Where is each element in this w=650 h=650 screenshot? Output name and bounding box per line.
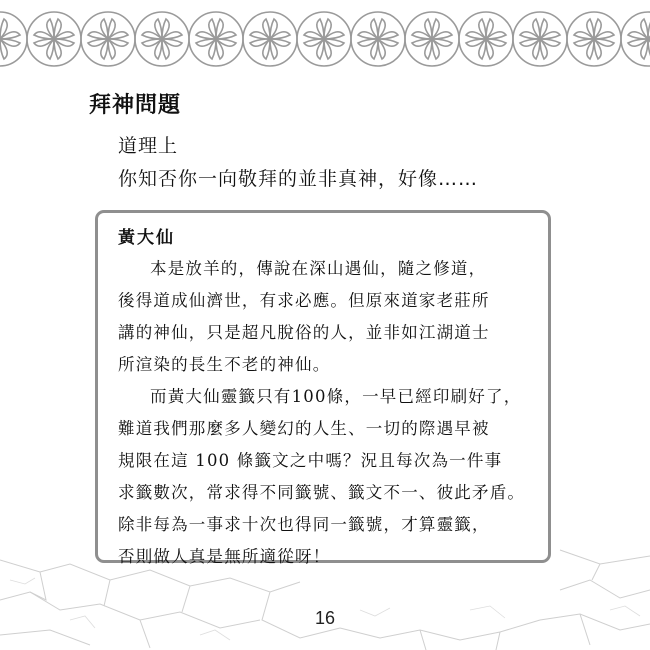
border-motif [405,12,459,66]
story-heading: 黃大仙 [118,228,175,248]
border-motif [81,12,135,66]
border-motif [189,12,243,66]
border-motif [621,12,650,66]
story-paragraph-1-line-4: 所渲染的長生不老的神仙。 [118,355,331,374]
decorative-top-border [0,0,650,78]
story-paragraph-2-line-1: 而黃大仙靈籤只有100條，一早已經印刷好了， [150,387,522,406]
border-motif [513,12,567,66]
border-motif [0,12,27,66]
border-motif [567,12,621,66]
border-motif [243,12,297,66]
border-motif [459,12,513,66]
border-motif [351,12,405,66]
story-paragraph-2-line-4: 求籤數次，常求得不同籤號、籤文不一、彼此矛盾。 [118,483,526,502]
story-paragraph-1-line-2: 後得道成仙濟世，有求必應。但原來道家老莊所 [118,291,490,310]
subtitle-line-2: 你知否你一向敬拜的並非真神，好像…… [118,168,479,190]
border-motif [135,12,189,66]
section-title: 拜神問題 [89,93,182,118]
border-motif [27,12,81,66]
story-paragraph-2-line-2: 難道我們那麼多人變幻的人生、一切的際遇早被 [118,419,490,438]
story-paragraph-2-line-3: 規限在這 100 條籤文之中嗎？況且每次為一件事 [118,451,503,470]
subtitle-line-1: 道理上 [118,135,179,157]
story-paragraph-2-line-6: 否則做人真是無所適從呀！ [118,547,331,566]
page-number: 16 [314,608,336,628]
story-paragraph-1-line-3: 講的神仙，只是超凡脫俗的人，並非如江湖道士 [118,323,490,342]
story-box [95,210,551,566]
story-paragraph-1-line-1: 本是放羊的，傳說在深山遇仙，隨之修道， [150,259,487,278]
border-motif [297,12,351,66]
story-paragraph-2-line-5: 除非每為一事求十次也得同一籤號，才算靈籤， [118,515,490,534]
